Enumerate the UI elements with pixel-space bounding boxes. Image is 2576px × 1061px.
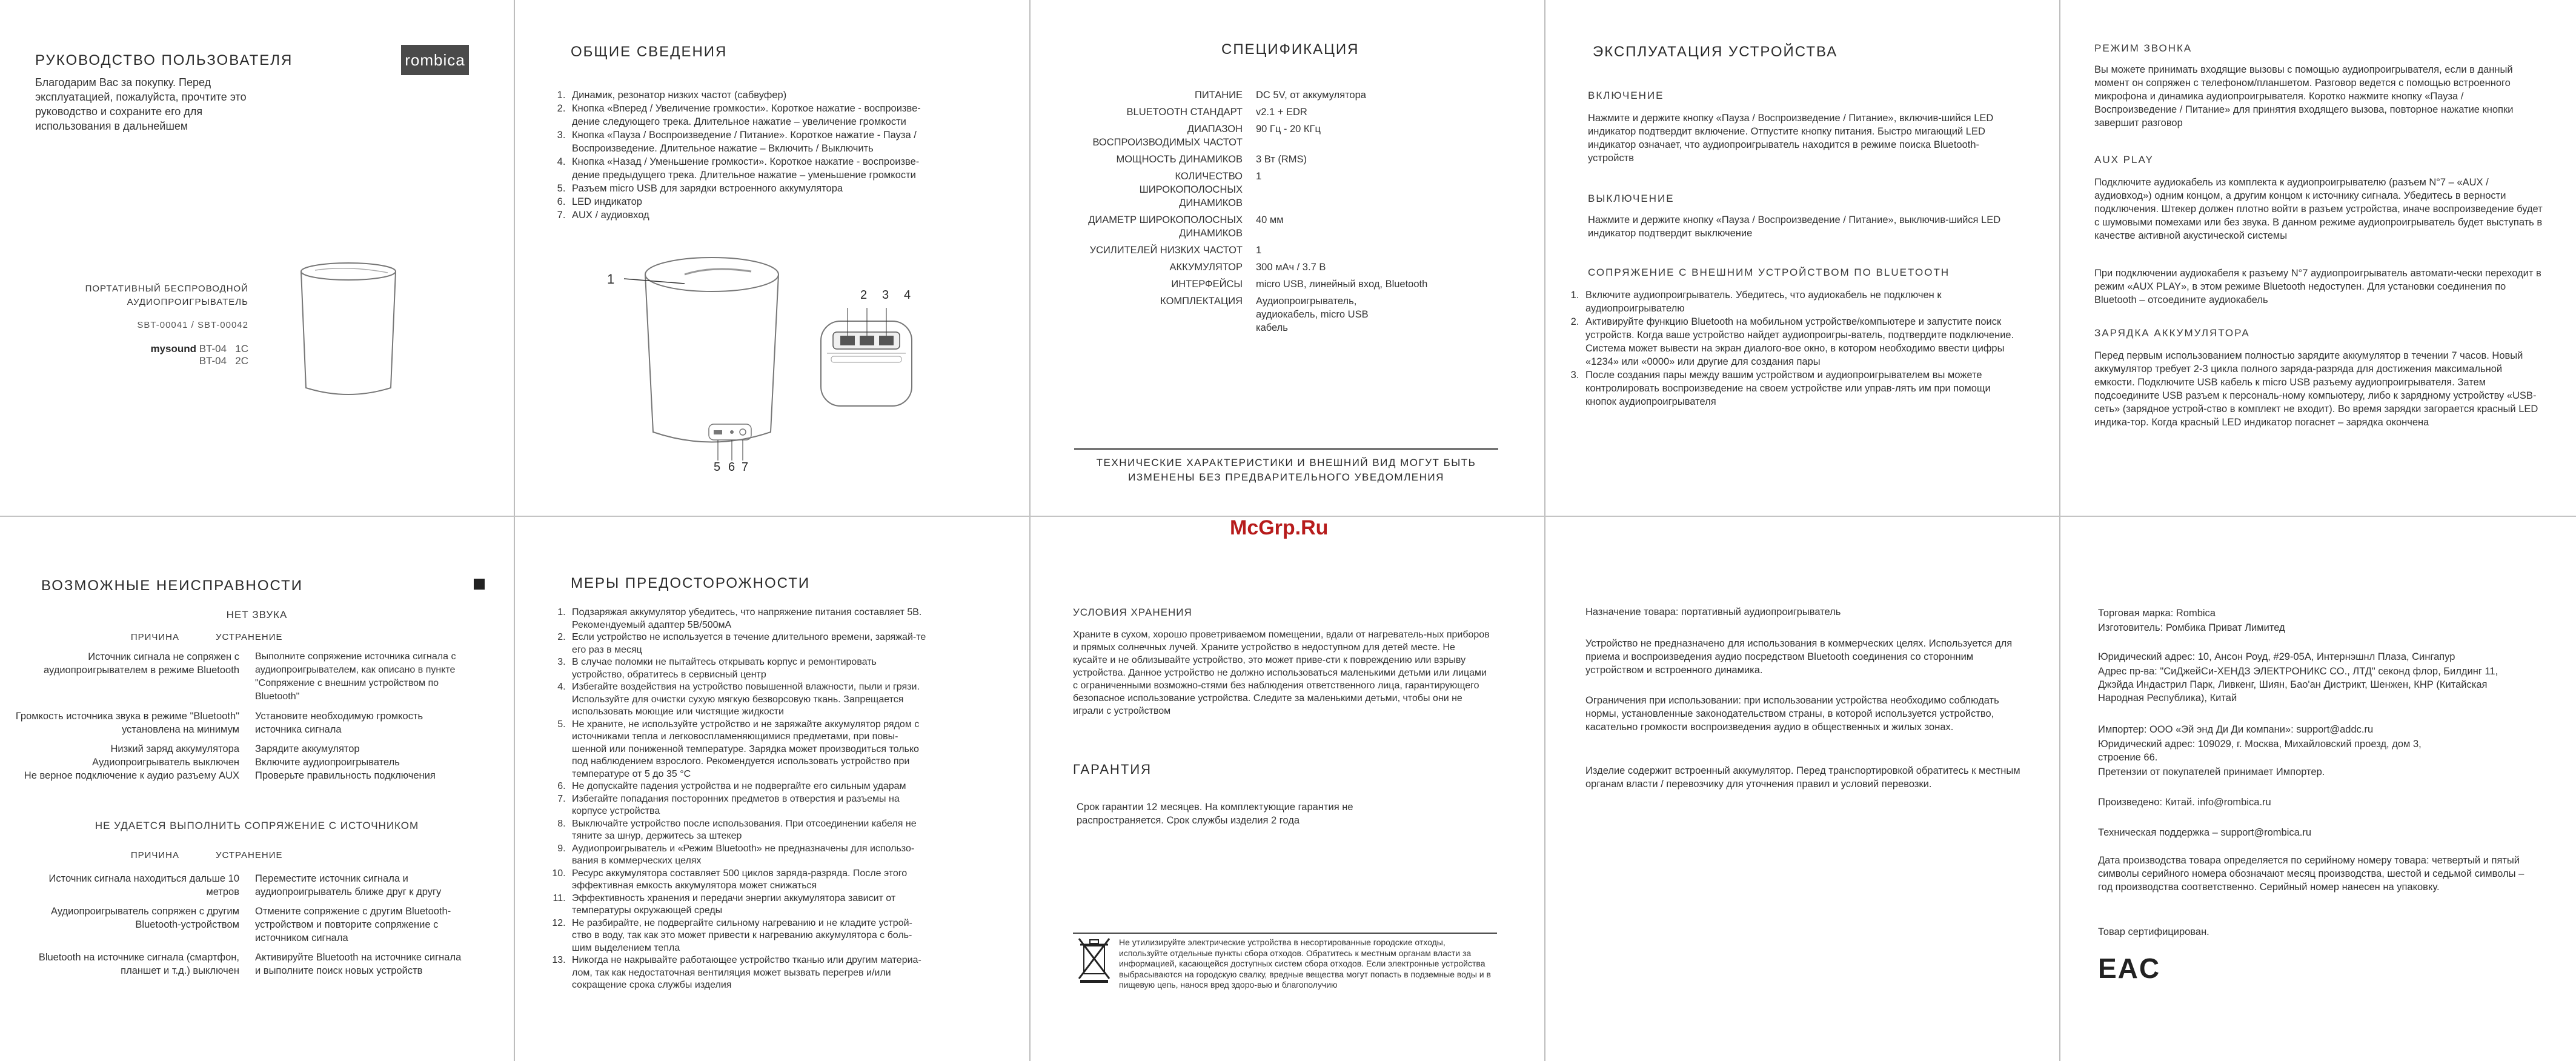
storage-panel: [1031, 517, 1544, 1061]
spec-value: 1: [1256, 171, 1262, 182]
power-on-text: Нажмите и держите кнопку «Пауза / Воспроизведение / Питание», включив-шийся LED индикатор подтвердит включение. Отпустите кнопку питания. Быстро мигающий LED индикатор означает, что аудиопроигрыватель находится в режиме поиска Bluetooth-устройств: [1588, 113, 1994, 164]
table-row: [0, 742, 467, 756]
brand-name: mysound: [150, 343, 196, 354]
support-text: Техническая поддержка – support@rombica.ru: [2098, 827, 2312, 838]
fix-cell: Отмените сопряжение с другим Bluetooth-устройством и повторите сопряжение с источником сигнала: [255, 906, 451, 943]
model-block: [121, 343, 248, 367]
spec-value: micro USB, линейный вход, Bluetooth: [1256, 279, 1428, 290]
cause-cell: Источник сигнала не сопряжен с аудиопроигрывателем в режиме Bluetooth: [44, 651, 239, 676]
precautions-panel: [515, 517, 1029, 1061]
pairing-list: [1569, 288, 2024, 408]
callout-5: 5: [714, 461, 721, 474]
table-row: [0, 769, 467, 782]
certified-text: Товар сертифицирован.: [2098, 926, 2209, 937]
device-diagram: [600, 247, 915, 477]
spec-key: ПИТАНИЕ: [1194, 90, 1243, 101]
sku-text: SBT-00041 / SBT-00042: [137, 320, 248, 330]
restrictions-text: Ограничения при использовании: при использовании устройства необходимо соблюдать нормы, установленные законодательством страны, в которой используется устройство, касательно громкости воспроизведения аудио в общественных и жилых зонах.: [1585, 695, 1999, 733]
spec-row: [1031, 213, 1456, 240]
recycle-text: Не утилизируйте электрические устройства в несортированные городские отходы, используйте отдельные пункты сбора отходов. Обратитесь к местным органам власти за информацией, касающейся доступных систем сбора отходов. Если электронные устройства выбрасываются на городскую свалку, вредные вещества могут попасть в подземные воды и в пищевую цепь, нанося вред здоро-вью и благополучию: [1119, 937, 1491, 989]
parts-list: [548, 88, 926, 222]
speaker-illustration: [297, 261, 406, 406]
spec-value: v2.1 + EDR: [1256, 107, 1307, 118]
fix-cell: Активируйте Bluetooth на источнике сигнала и выполните поиск новых устройств: [255, 952, 462, 976]
table-header: [0, 631, 467, 644]
section-title: ОБЩИЕ СВЕДЕНИЯ: [571, 44, 728, 60]
spec-row: [1031, 88, 1456, 102]
spec-key: УСИЛИТЕЛЕЙ НИЗКИХ ЧАСТОТ: [1089, 245, 1243, 256]
spec-key: ДИАМЕТР ШИРОКОПОЛОСНЫХ ДИНАМИКОВ: [1088, 215, 1243, 239]
section-title: СПЕЦИФИКАЦИЯ: [1221, 41, 1359, 58]
spec-row: [1031, 278, 1456, 291]
list-item: 11. Эффективность хранения и передачи энергии аккумулятора зависит от температуры окружающей среды: [568, 893, 929, 917]
trouble-table-2: [0, 849, 467, 983]
spec-value: 3 Вт (RMS): [1256, 154, 1307, 165]
square-marker-icon: [474, 579, 485, 590]
spec-value: 90 Гц - 20 КГц: [1256, 124, 1321, 135]
list-item: 7. Избегайте попадания посторонних предметов в отверстия и разъемы на корпусе устройства: [568, 793, 929, 818]
list-item: 2. Если устройство не используется в течение длительного времени, заряжай-те его раз в месяц: [568, 631, 929, 656]
spec-value: Аудиопроигрыватель, аудиокабель, micro USB кабель: [1256, 296, 1369, 333]
list-item: 4. Избегайте воздействия на устройство повышенной влажности, пыли и грязи. Используйте для очистки сухую мягкую безворсовую ткань. Запрещается использовать моющие или чистящие жидкости: [568, 681, 929, 719]
list-item: 3. В случае поломки не пытайтесь открывать корпус и ремонтировать устройство, обратитесь в сервисный центр: [568, 656, 929, 681]
spec-row: [1031, 105, 1456, 119]
callout-3: 3: [882, 288, 889, 302]
cause-cell: Bluetooth на источнике сигнала (смартфон, планшет и т.д.) выключен: [38, 952, 239, 976]
spec-value: 40 мм: [1256, 215, 1284, 225]
storage-text: Храните в сухом, хорошо проветриваемом помещении, вдали от нагреватель-ных приборов и прямых солнечных лучей. Храните устройство в недоступном для детей месте. Не кусайте и не облизывайте устройство, это может приве-сти к повреждению или взрыву устройства. Данное устройство не должно использоваться маленькими детьми или лицами с ограниченными возможно-стями без наблюдения ответственного лица, гарантирующего безопасное использование устройства. Следите за маленькими детьми, чтобы они не играли с устройством: [1073, 630, 1490, 716]
spec-key: АККУМУЛЯТОР: [1169, 262, 1243, 273]
fix-cell: Выполните сопряжение источника сигнала с аудиопроигрывателем, как описано в пункте "Сопряжение с внешним устройством по Bluetooth": [255, 651, 456, 702]
spec-key: КОМПЛЕКТАЦИЯ: [1160, 296, 1243, 307]
subsection-title: ВЫКЛЮЧЕНИЕ: [1588, 193, 1675, 204]
call-text: Вы можете принимать входящие вызовы с помощью аудиопроигрывателя, если в данный момент он сопряжен с телефоном/планшетом. Разговор ведется с помощью встроенного микрофона и динамика аудиопроигрывателя. Коротко нажмите кнопку «Пауза / Воспроизведение / Питание» для принятия входящего вызова, повторное нажатие кнопки завершит разговор: [2094, 64, 2514, 128]
cause-cell: Низкий заряд аккумулятора: [110, 743, 239, 754]
claims-text: Претензии от покупателей принимает Импортер.: [2098, 767, 2325, 777]
model-1: BT-04 1C: [199, 343, 248, 354]
list-item: 1. Динамик, резонатор низких частот (сабвуфер): [568, 88, 926, 102]
list-item: 2. Кнопка «Вперед / Увеличение громкости». Короткое нажатие - воспроизве-дение следующего трека. Длительное нажатие – увеличение громкости: [568, 102, 926, 128]
spec-row: [1031, 170, 1456, 210]
section-title: ЭКСПЛУАТАЦИЯ УСТРОЙСТВА: [1593, 44, 1838, 60]
commercial-text: Устройство не предназначено для использования в коммерческих целях. Используется для приема и воспроизведения аудио посредством Bluetooth соединения со сторонним устройством и встроенного динамика.: [1585, 638, 2013, 676]
general-panel: [515, 0, 1029, 516]
spec-key: BLUETOOTH СТАНДАРТ: [1126, 107, 1243, 118]
cause-cell: Громкость источника звука в режиме "Bluetooth" установлена на минимум: [15, 711, 239, 735]
spec-row: [1031, 244, 1456, 257]
list-item: 3. Кнопка «Пауза / Воспроизведение / Питание». Короткое нажатие - Пауза / Воспроизведение. Длительное нажатие – Включить / Выключить: [568, 128, 926, 155]
cause-cell: Аудиопроигрыватель выключен: [92, 757, 239, 768]
subsection-title: СОПРЯЖЕНИЕ С ВНЕШНИМ УСТРОЙСТВОМ ПО BLUETOOTH: [1588, 267, 1950, 278]
power-off-text: Нажмите и держите кнопку «Пауза / Воспроизведение / Питание», выключив-шийся LED индикатор подтвердит выключение: [1588, 215, 2001, 239]
list-item: 10. Ресурс аккумулятора составляет 500 циклов заряда-разряда. После этого эффективная емкость аккумулятора может снижаться: [568, 868, 929, 893]
callout-2: 2: [860, 288, 868, 302]
section-title: ГАРАНТИЯ: [1073, 762, 1152, 777]
list-item: 6. Не допускайте падения устройства и не подвергайте его сильным ударам: [568, 780, 929, 793]
call-panel: [2060, 0, 2576, 516]
manufacturer-text: Изготовитель: Ромбика Приват Лимитед: [2098, 622, 2285, 633]
serial-text: Дата производства товара определяется по серийному номеру товара: четвертый и пятый символы серийного номера обозначают месяц производства, шестой и седьмой символы – год производства соответственно. Серийный номер нанесен на упаковку.: [2098, 855, 2525, 893]
callout-4: 4: [904, 288, 911, 302]
subsection-title: УСЛОВИЯ ХРАНЕНИЯ: [1073, 607, 1192, 618]
fix-cell: Включите аудиопроигрыватель: [255, 757, 400, 768]
spec-key: ДИАПАЗОН ВОСПРОИЗВОДИМЫХ ЧАСТОТ: [1092, 124, 1243, 148]
page-title: РУКОВОДСТВО ПОЛЬЗОВАТЕЛЯ: [35, 52, 293, 68]
spec-value: 300 мАч / 3.7 В: [1256, 262, 1326, 273]
list-item: 13. Никогда не накрывайте работающее устройство тканью или другим материа-лом, так как недостаточная вентиляция может вызвать перегрев и/или сокращение срока службы изделия: [568, 954, 929, 992]
table-row: [0, 710, 467, 736]
list-item: 4. Кнопка «Назад / Уменьшение громкости». Короткое нажатие - воспроизве-дение предыдущего трека. Длительное нажатие – уменьшение громкости: [568, 155, 926, 182]
list-item: 12. Не разбирайте, не подвергайте сильному нагреванию и не кладите устрой-ство в воду, так как это может привести к нагреванию аккумулятора с боль-шим выделением тепла: [568, 917, 929, 955]
charge-text: Перед первым использованием полностью зарядите аккумулятор в течении 7 часов. Новый аккумулятор требует 2-3 цикла полного заряда-разряда для достижения максимальной емкости. Подключите USB кабель к micro USB разъему аудиопроигрывателя. Затем подсоедините USB разъем к персональ-ному компьютеру, либо к зарядному устройству «USB-сеть» (зарядное устрой-ство в комплект не входит). Во время зарядки загорается красный LED индика-тор. Когда красный LED индикатор погаснет – зарядка окончена: [2094, 350, 2538, 428]
subsection-title: AUX PLAY: [2094, 154, 2154, 165]
eac-mark: EAC: [2098, 953, 2161, 984]
list-item: 6. LED индикатор: [568, 195, 926, 208]
divider: [1073, 933, 1497, 934]
aux-text-2: При подключении аудиокабеля к разъему N°7 аудиопроигрыватель автомати-чески переходит в режим «AUX PLAY», в этом режиме Bluetooth недоступен. Для установки соединения по Bluetooth – отсоедините аудиокабель: [2094, 268, 2541, 305]
list-item: 1. Подзаряжая аккумулятор убедитесь, что напряжение питания составляет 5В. Рекомендуемый адаптер 5В/500мА: [568, 607, 929, 631]
table-row: [0, 872, 467, 899]
fix-cell: Установите необходимую громкость источника сигнала: [255, 711, 423, 735]
column-header: УСТРАНЕНИЕ: [216, 850, 283, 860]
model-2: BT-04 2C: [199, 355, 248, 367]
spec-panel: [1031, 0, 1544, 516]
precautions-list: [548, 607, 929, 992]
spec-value: DC 5V, от аккумулятора: [1256, 90, 1366, 101]
callout-6: 6: [728, 461, 735, 474]
aux-text-1: Подключите аудиокабель из комплекта к аудиопроигрывателю (разъем N°7 – «AUX / аудиовход») одним концом, а другим концом к источнику сигнала. Убедитесь в верности подключения. Штекер должен плотно войти в разъем устройства, иначе воспроизведение будет с шумовыми помехами или без звука. В данном режиме аудиопроигрыватель будет выступать в качестве активной акустической системы: [2094, 177, 2543, 241]
divider: [1074, 448, 1498, 450]
list-item: 3. После создания пары между вашим устройством и аудиопроигрывателем вы можете контролировать воспроизведение на своем устройстве или управ-лять им при помощи кнопок аудиопроигрывателя: [1582, 368, 2024, 408]
spec-row: [1031, 294, 1456, 334]
trouble-table-1: [0, 631, 467, 788]
legal-address-text: Юридический адрес: 10, Ансон Роуд, #29-05А, Интернэшнл Плаза, Сингапур: [2098, 651, 2455, 662]
cover-panel: [0, 0, 514, 516]
trouble-panel: [0, 517, 514, 1061]
operation-panel: [1545, 0, 2059, 516]
list-item: 8. Выключайте устройство после использования. При отсоединении кабеля не тяните за шнур, держитесь за штекер: [568, 818, 929, 843]
list-item: 9. Аудиопроигрыватель и «Режим Bluetooth» не предназначены для использо-вания в коммерческих целях: [568, 843, 929, 868]
subsection-title: ВКЛЮЧЕНИЕ: [1588, 90, 1664, 101]
table-row: [0, 756, 467, 769]
vendor-panel: [2060, 517, 2576, 1061]
table-row: [0, 951, 467, 977]
purpose-panel: [1545, 517, 2059, 1061]
spec-key: ИНТЕРФЕЙСЫ: [1171, 279, 1243, 290]
cause-cell: Источник сигнала находиться дальше 10 метров: [48, 873, 239, 897]
column-header: ПРИЧИНА: [130, 632, 179, 642]
subsection-title: НЕТ ЗВУКА: [226, 609, 288, 620]
spec-key: КОЛИЧЕСТВО ШИРОКОПОЛОСНЫХ ДИНАМИКОВ: [1139, 171, 1243, 208]
recycle-bin-icon: [1077, 936, 1112, 983]
brand-logo: rombica: [401, 45, 469, 75]
cause-cell: Не верное подключение к аудио разъему AUX: [24, 770, 239, 781]
intro-text: Благодарим Вас за покупку. Перед эксплуатацией, пожалуйста, прочтите это руководство и сохраните его для использования в дальнейшем: [35, 76, 247, 132]
column-header: УСТРАНЕНИЕ: [216, 632, 283, 642]
list-item: 5. Не храните, не используйте устройство и не заряжайте аккумулятор рядом с источниками тепла и легковоспламеняющимися предметами, при повы-шенной или пониженной температуре. Зарядка может производиться только под наблюдением взрослого. Рекомендуется использовать устройство при температуре от 5 до 35 °С: [568, 719, 929, 781]
fix-cell: Зарядите аккумулятор: [255, 743, 360, 754]
subsection-title: РЕЖИМ ЗВОНКА: [2094, 42, 2193, 54]
watermark: McGrp.Ru: [1230, 516, 1329, 539]
list-item: 5. Разъем micro USB для зарядки встроенного аккумулятора: [568, 182, 926, 195]
table-row: [0, 905, 467, 945]
list-item: 1. Включите аудиопроигрыватель. Убедитесь, что аудиокабель не подключен к аудиопроигрывателю: [1582, 288, 2024, 315]
spec-value: 1: [1256, 245, 1262, 256]
section-title: МЕРЫ ПРЕДОСТОРОЖНОСТИ: [571, 575, 811, 591]
table-row: [0, 650, 467, 703]
cause-cell: Аудиопроигрыватель сопряжен с другим Bluetooth-устройством: [51, 906, 239, 930]
column-header: ПРИЧИНА: [130, 850, 179, 860]
made-in-text: Произведено: Китай. info@rombica.ru: [2098, 797, 2271, 808]
spec-row: [1031, 261, 1456, 274]
production-address-text: Адрес пр-ва: "СиДжейСи-ХЕНДЗ ЭЛЕКТРОНИКС СО., ЛТД" секонд флор, Билдинг 11, Джэйда Индастрил Парк, Ливкенг, Шиян, Бао'ан Дистрикт, Шенжен, КНР (Китайская Народная Республика), Китай: [2098, 666, 2498, 703]
spec-row: [1031, 153, 1456, 166]
spec-row: [1031, 122, 1456, 149]
spec-notice: ТЕХНИЧЕСКИЕ ХАРАКТЕРИСТИКИ И ВНЕШНИЙ ВИД МОГУТ БЫТЬ ИЗМЕНЕНЫ БЕЗ ПРЕДВАРИТЕЛЬНОГО УВЕДОМЛЕНИЯ: [1096, 457, 1476, 483]
section-title: ВОЗМОЖНЫЕ НЕИСПРАВНОСТИ: [41, 577, 303, 594]
product-type: ПОРТАТИВНЫЙ БЕСПРОВОДНОЙ АУДИОПРОИГРЫВАТЕЛЬ: [85, 284, 248, 307]
importer-address-text: Юридический адрес: 109029, г. Москва, Михайловский проезд, дом 3, строение 66.: [2098, 739, 2422, 763]
callout-7: 7: [742, 461, 749, 474]
list-item: 2. Активируйте функцию Bluetooth на мобильном устройстве/компьютере и запустите поиск устройств. Когда ваше устройство найдет аудиопроигры-ватель, подтвердите подключение. Система может вывести на экран диалого-вое окно, в котором необходимо ввести цифры «1234» или «0000» или другие для создания пары: [1582, 315, 2024, 368]
importer-text: Импортер: ООО «Эй энд Ди Ди компани»: support@addc.ru: [2098, 724, 2374, 735]
table-header: [0, 849, 467, 862]
warranty-text: Срок гарантии 12 месяцев. На комплектующие гарантия не распространяется. Срок службы изделия 2 года: [1077, 802, 1353, 826]
fix-cell: Переместите источник сигнала и аудиопроигрыватель ближе друг к другу: [255, 873, 442, 897]
spec-table: [1031, 88, 1456, 338]
spec-key: МОЩНОСТЬ ДИНАМИКОВ: [1116, 154, 1243, 165]
battery-text: Изделие содержит встроенный аккумулятор. Перед транспортировкой обратитесь к местным органам власти / перевозчику для уточнения правил и условий перевозки.: [1585, 765, 2020, 790]
subsection-title: ЗАРЯДКА АККУМУЛЯТОРА: [2094, 327, 2250, 339]
list-item: 7. AUX / аудиовход: [568, 208, 926, 222]
callout-1: 1: [607, 271, 615, 287]
subsection-title: НЕ УДАЕТСЯ ВЫПОЛНИТЬ СОПРЯЖЕНИЕ С ИСТОЧНИКОМ: [95, 820, 419, 831]
fix-cell: Проверьте правильность подключения: [255, 770, 436, 781]
trademark-text: Торговая марка: Rombica: [2098, 608, 2216, 619]
purpose-text: Назначение товара: портативный аудиопроигрыватель: [1585, 607, 1841, 617]
